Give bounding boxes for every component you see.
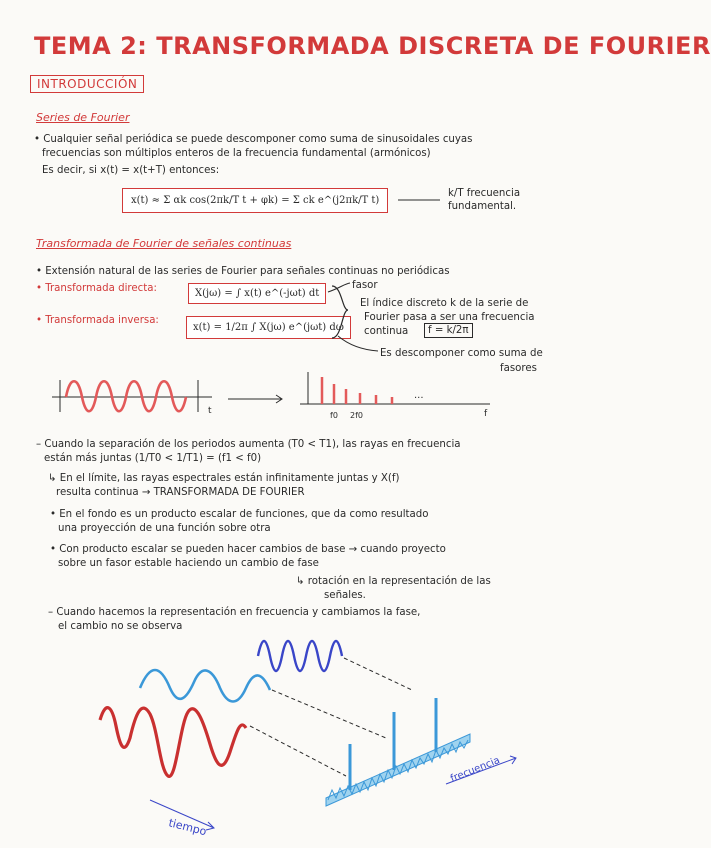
note-line-4: Es descomponer como suma de	[380, 348, 543, 359]
dark-blue-wave	[258, 641, 342, 671]
note-box: f = k/2π	[424, 323, 473, 338]
inverse-label: • Transformada inversa:	[36, 315, 159, 326]
freq-axis-label: f	[484, 409, 488, 419]
direct-formula: X(jω) = ∫ x(t) e^(-jωt) dt	[188, 283, 326, 304]
fasor-label: fasor	[352, 280, 378, 291]
bullet-1d: resulta continua → TRANSFORMADA DE FOURIER	[56, 487, 305, 498]
note-line-1: El índice discreto k de la serie de	[360, 298, 529, 309]
note-line-3: continua	[364, 326, 409, 337]
tiempo-label: tiempo	[167, 816, 208, 839]
inverse-formula: x(t) = 1/2π ∫ X(jω) e^(jωt) dω	[186, 316, 351, 339]
bullet-1a: – Cuando la separación de los periodos aumenta (T0 < T1), las rayas en frecuencia	[36, 439, 461, 450]
series-note: k/T frecuencia fundamental.	[448, 188, 521, 212]
f0-label: f0	[330, 411, 338, 420]
transform-arrow	[228, 395, 282, 403]
bullet-3b: sobre un fasor estable haciendo un cambio de fase	[58, 558, 319, 569]
descomponer-arrow	[338, 336, 378, 351]
page-title: TEMA 2: TRANSFORMADA DISCRETA DE FOURIER	[34, 32, 711, 60]
continuous-ext: • Extensión natural de las series de Fourier para señales continuas no periódicas	[36, 266, 450, 277]
intro-label: INTRODUCCIÓN	[30, 75, 144, 93]
frecuencia-label: frecuencia	[449, 754, 502, 785]
direct-label: • Transformada directa:	[36, 283, 157, 294]
series-line-2: frecuencias son múltiplos enteros de la frecuencia fundamental (armónicos)	[42, 148, 431, 159]
time-signal-wave	[66, 381, 186, 411]
series-formula: x(t) ≈ Σ αk cos(2πk/T t + φk) = Σ ck e^(j2πk/T t)	[122, 188, 388, 213]
projection-line-3	[250, 726, 346, 776]
2f0-label: 2f0	[350, 411, 363, 420]
bullet-4b: el cambio no se observa	[58, 621, 183, 632]
bullet-3a: • Con producto escalar se pueden hacer cambios de base → cuando proyecto	[50, 544, 446, 555]
bullet-1b: están más juntas (1/T0 < 1/T1) = (f1 < f0)	[44, 453, 262, 464]
bullet-2b: una proyección de una función sobre otra	[58, 523, 271, 534]
spectrum-dots: ...	[414, 390, 424, 401]
bullet-1c: ↳ En el límite, las rayas espectrales están infinitamente juntas y X(f)	[48, 473, 400, 484]
formula-brace	[332, 286, 348, 338]
bullet-3d: señales.	[324, 590, 366, 601]
bullet-4a: – Cuando hacemos la representación en frecuencia y cambiamos la fase,	[48, 607, 421, 618]
note-line-2: Fourier pasa a ser una frecuencia	[364, 312, 535, 323]
time-axis-label: t	[208, 406, 212, 416]
projection-line-2	[272, 690, 386, 738]
bullet-2a: • En el fondo es un producto escalar de funciones, que da como resultado	[50, 509, 429, 520]
red-wave	[100, 708, 246, 777]
series-line-3: Es decir, si x(t) = x(t+T) entonces:	[42, 165, 220, 176]
light-blue-wave	[140, 670, 270, 702]
series-line-1: • Cualquier señal periódica se puede descomponer como suma de sinusoidales cuyas	[34, 134, 473, 145]
bullet-3c: ↳ rotación en la representación de las	[296, 576, 491, 587]
note-line-5: fasores	[500, 363, 537, 374]
projection-line-1	[344, 658, 412, 690]
continuous-heading: Transformada de Fourier de señales continuas	[36, 237, 292, 250]
series-heading: Series de Fourier	[36, 111, 130, 124]
